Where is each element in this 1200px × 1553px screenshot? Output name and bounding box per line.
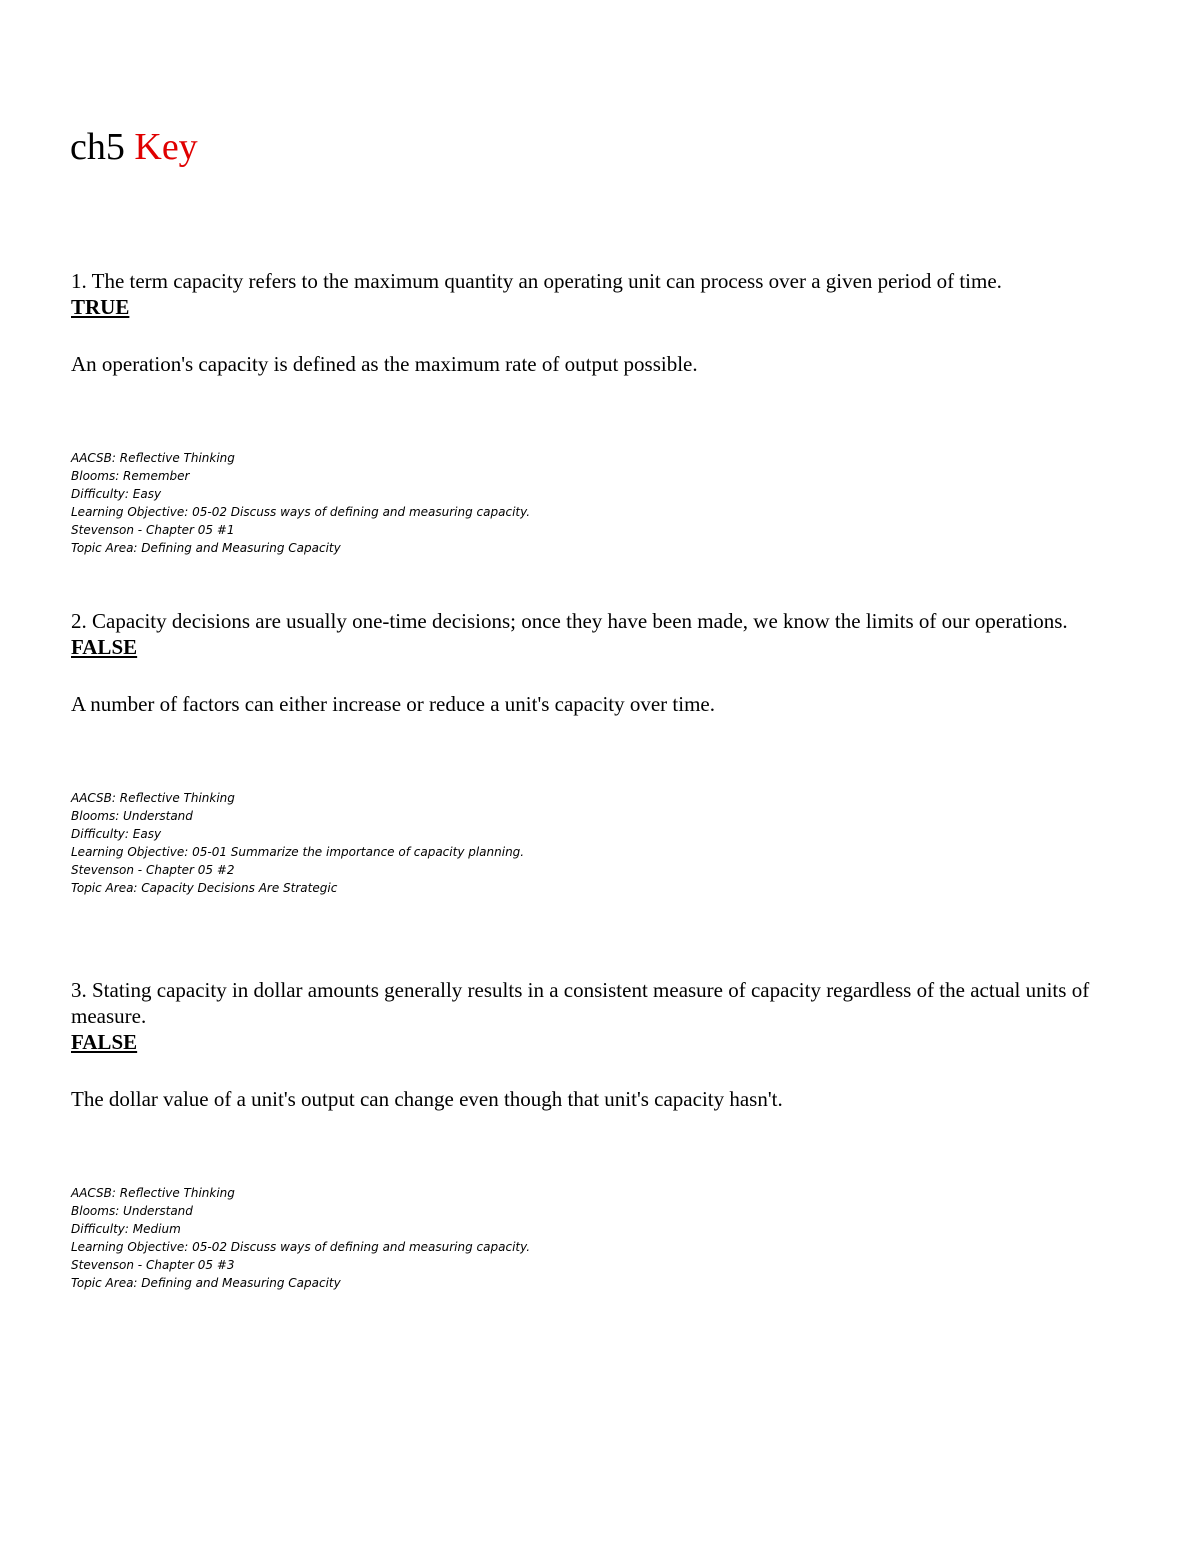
meta-blooms: Blooms: Understand xyxy=(71,1204,193,1218)
explanation-text: A number of factors can either increase or reduce a unit's capacity over time. xyxy=(71,692,715,716)
meta-difficulty: Difficulty: Medium xyxy=(71,1222,181,1236)
meta-topic-area: Topic Area: Capacity Decisions Are Strategic xyxy=(71,881,338,895)
question-2 xyxy=(71,608,1141,897)
explanation-text: An operation's capacity is defined as the maximum rate of output possible. xyxy=(71,352,698,376)
meta-topic-area: Topic Area: Defining and Measuring Capacity xyxy=(71,541,341,555)
question-metadata xyxy=(71,1184,1141,1292)
meta-chapter-ref: Stevenson - Chapter 05 #3 xyxy=(71,1258,235,1272)
question-text: 2. Capacity decisions are usually one-time decisions; once they have been made, we know the limits of our operations. xyxy=(71,609,1068,633)
meta-topic-area: Topic Area: Defining and Measuring Capacity xyxy=(71,1276,341,1290)
meta-chapter-ref: Stevenson - Chapter 05 #2 xyxy=(71,863,235,877)
answer-label: TRUE xyxy=(71,295,130,319)
meta-learning-objective: Learning Objective: 05-01 Summarize the importance of capacity planning. xyxy=(71,845,525,859)
meta-difficulty: Difficulty: Easy xyxy=(71,487,162,501)
meta-difficulty: Difficulty: Easy xyxy=(71,827,162,841)
title-key: Key xyxy=(134,126,198,168)
answer-label: FALSE xyxy=(71,1030,138,1054)
meta-chapter-ref: Stevenson - Chapter 05 #1 xyxy=(71,523,235,537)
page-title xyxy=(70,124,198,170)
question-3 xyxy=(71,977,1141,1292)
answer-label: FALSE xyxy=(71,635,138,659)
meta-learning-objective: Learning Objective: 05-02 Discuss ways of defining and measuring capacity. xyxy=(71,1240,531,1254)
meta-blooms: Blooms: Remember xyxy=(71,469,190,483)
question-1 xyxy=(71,268,1141,557)
meta-aacsb: AACSB: Reflective Thinking xyxy=(71,791,235,805)
explanation-text: The dollar value of a unit's output can change even though that unit's capacity hasn't. xyxy=(71,1087,783,1111)
title-prefix: ch5 xyxy=(70,126,125,168)
meta-blooms: Blooms: Understand xyxy=(71,809,193,823)
question-metadata xyxy=(71,449,1141,557)
question-text: 1. The term capacity refers to the maximum quantity an operating unit can process over a given period of time. xyxy=(71,269,1002,293)
meta-aacsb: AACSB: Reflective Thinking xyxy=(71,451,235,465)
meta-learning-objective: Learning Objective: 05-02 Discuss ways of defining and measuring capacity. xyxy=(71,505,531,519)
meta-aacsb: AACSB: Reflective Thinking xyxy=(71,1186,235,1200)
question-text: 3. Stating capacity in dollar amounts generally results in a consistent measure of capacity regardless of the actual units of measure. xyxy=(71,978,1090,1028)
question-metadata xyxy=(71,789,1141,897)
